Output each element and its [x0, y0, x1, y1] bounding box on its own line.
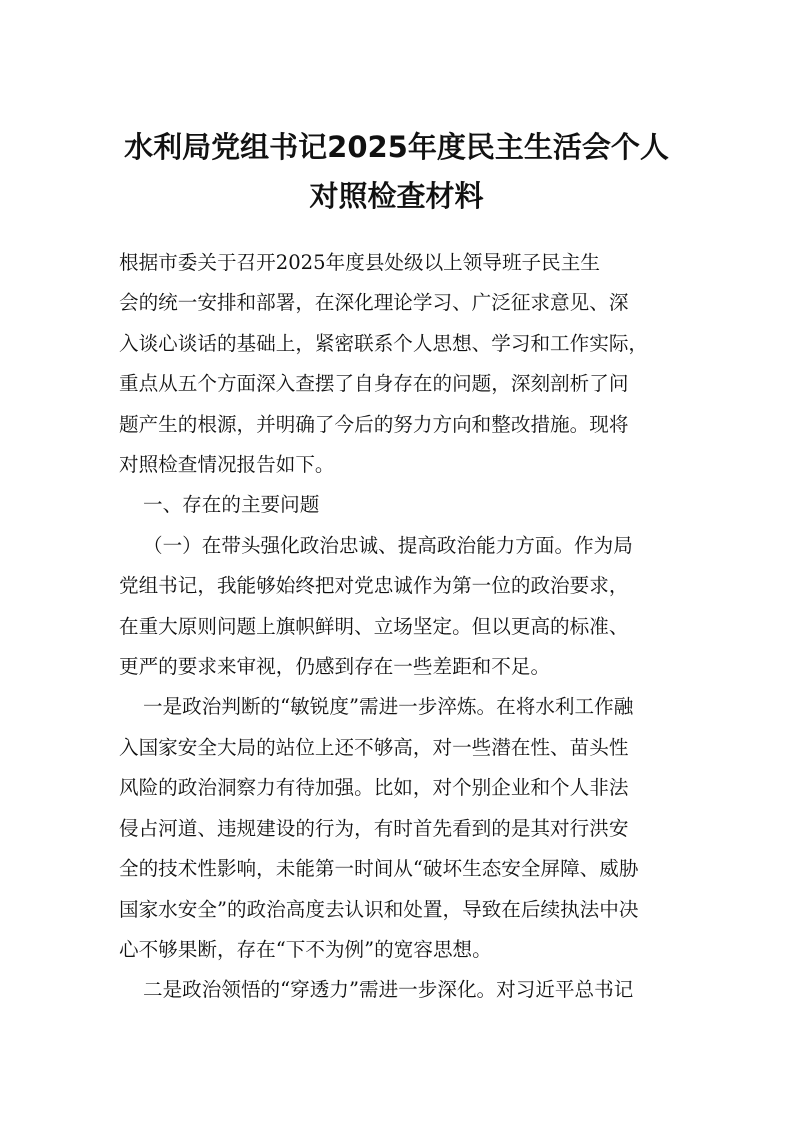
section-heading: 一、存在的主要问题 — [143, 493, 320, 517]
body-line: （一）在带头强化政治忠诚、提高政治能力方面。作为局 — [143, 533, 633, 557]
body-line: 根据市委关于召开2025年度县处级以上领导班子民主生 — [119, 251, 600, 274]
body-line: 重点从五个方面深入查摆了自身存在的问题，深刻剖析了问 — [119, 372, 629, 396]
body-line: 国家水安全”的政治高度去认识和处置，导致在后续执法中决 — [119, 897, 639, 921]
body-line: 会的统一安排和部署，在深化理论学习、广泛征求意见、深 — [119, 291, 629, 315]
body-line: 二是政治领悟的“穿透力”需进一步深化。对习近平总书记 — [143, 978, 634, 1002]
body-line: 入国家安全大局的站位上还不够高，对一些潜在性、苗头性 — [119, 735, 629, 759]
body-line: 更严的要求来审视，仍感到存在一些差距和不足。 — [119, 655, 551, 679]
document-title-line-2: 对照检查材料 — [309, 179, 484, 213]
body-line: 入谈心谈话的基础上，紧密联系个人思想、学习和工作实际， — [119, 331, 649, 355]
body-line: 全的技术性影响，未能第一时间从“破坏生态安全屏障、威胁 — [119, 857, 639, 881]
body-line: 党组书记，我能够始终把对党忠诚作为第一位的政治要求， — [119, 574, 629, 598]
body-line: 对照检查情况报告如下。 — [119, 453, 335, 477]
body-line: 侵占河道、违规建设的行为，有时首先看到的是其对行洪安 — [119, 816, 629, 840]
document-title-line-1: 水利局党组书记2025年度民主生活会个人 — [124, 130, 669, 164]
body-line: 题产生的根源，并明确了今后的努力方向和整改措施。现将 — [119, 412, 629, 436]
document-body — [119, 243, 675, 1011]
body-line: 风险的政治洞察力有待加强。比如，对个别企业和个人非法 — [119, 776, 629, 800]
body-line: 心不够果断，存在“下不为例”的宽容思想。 — [119, 937, 492, 961]
body-line: 在重大原则问题上旗帜鲜明、立场坚定。但以更高的标准、 — [119, 614, 629, 638]
body-line: 一是政治判断的“敏锐度”需进一步淬炼。在将水利工作融 — [143, 695, 634, 719]
